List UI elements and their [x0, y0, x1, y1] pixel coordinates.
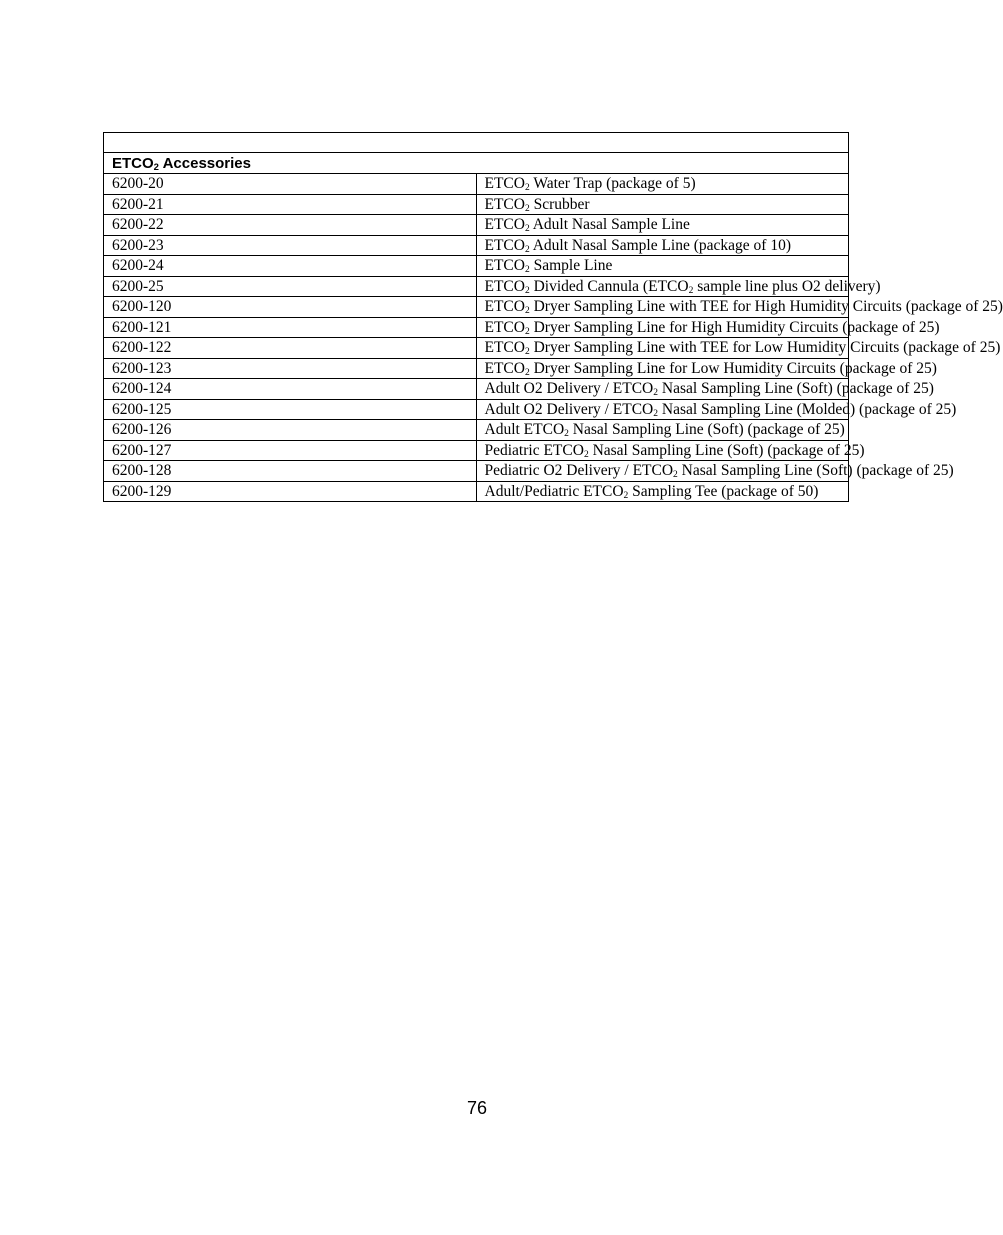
table-row	[104, 420, 849, 441]
part-number-cell: 6200-123	[104, 358, 477, 379]
description-cell	[476, 379, 934, 400]
description-text: ETCO	[484, 318, 525, 336]
description-text: Nasal Sampling Line (Soft) (package of 25)	[677, 462, 954, 480]
table-row	[104, 358, 849, 379]
description-text: Adult Nasal Sample Line	[529, 216, 690, 234]
description-cell	[476, 194, 849, 215]
part-number-cell: 6200-21	[104, 194, 477, 215]
description-text: ETCO	[484, 277, 525, 295]
subscript-text: 2	[583, 449, 589, 460]
accessories-table-body	[104, 133, 1003, 502]
description-text: Dryer Sampling Line with TEE for High Humidity Circuits (package of 25)	[529, 298, 1003, 316]
description-text: Sampling Tee (package of 50)	[628, 482, 819, 500]
accessories-table	[103, 132, 1003, 502]
description-cell	[476, 235, 849, 256]
part-number-cell: 6200-126	[104, 420, 477, 441]
part-number-cell: 6200-23	[104, 235, 477, 256]
table-row	[104, 399, 849, 420]
section-title-subscript: 2	[153, 161, 159, 173]
description-text: Dryer Sampling Line for Low Humidity Circuits (package of 25)	[529, 359, 937, 377]
part-number-cell: 6200-127	[104, 440, 477, 461]
description-text: ETCO	[484, 216, 525, 234]
description-cell	[476, 338, 1001, 359]
description-cell	[476, 256, 849, 277]
description-text: Divided Cannula (ETCO	[529, 277, 689, 295]
description-text: Dryer Sampling Line with TEE for Low Humidity Circuits (package of 25)	[529, 339, 1001, 357]
part-number-cell: 6200-24	[104, 256, 477, 277]
part-number-cell: 6200-120	[104, 297, 477, 318]
description-text: Dryer Sampling Line for High Humidity Circuits (package of 25)	[529, 318, 940, 336]
description-text: Pediatric ETCO	[484, 441, 584, 459]
subscript-text: 2	[564, 429, 569, 440]
description-cell	[476, 317, 940, 338]
table-row	[104, 440, 849, 461]
description-text: Adult O2 Delivery / ETCO	[484, 380, 654, 398]
description-cell	[476, 420, 849, 441]
description-text: Adult ETCO	[484, 421, 565, 439]
description-cell	[476, 174, 849, 195]
part-number-cell: 6200-124	[104, 379, 477, 400]
subscript-text: 2	[524, 224, 530, 235]
description-text: Pediatric O2 Delivery / ETCO	[484, 462, 674, 480]
table-row	[104, 461, 849, 482]
description-cell	[476, 440, 865, 461]
part-number-cell: 6200-129	[104, 481, 477, 502]
part-number-cell: 6200-128	[104, 461, 477, 482]
description-text: Scrubber	[529, 195, 590, 213]
section-title-main: ETCO	[112, 154, 154, 172]
table-row	[104, 215, 849, 236]
part-number-cell: 6200-22	[104, 215, 477, 236]
description-text: Nasal Sampling Line (Molded) (package of 25)	[658, 400, 957, 418]
subscript-text: 2	[524, 306, 530, 317]
description-text: Nasal Sampling Line (Soft) (package of 25)	[658, 380, 934, 398]
description-text: ETCO	[484, 298, 525, 316]
description-cell	[476, 276, 881, 297]
subscript-text: 2	[688, 285, 694, 296]
section-header-row	[104, 153, 849, 174]
subscript-text: 2	[524, 367, 530, 378]
description-text: Adult O2 Delivery / ETCO	[484, 400, 654, 418]
description-text: Water Trap (package of 5)	[529, 175, 696, 193]
subscript-text: 2	[673, 470, 678, 481]
subscript-text: 2	[524, 285, 530, 296]
subscript-text: 2	[524, 244, 530, 255]
subscript-text: 2	[524, 203, 530, 214]
part-number-cell: 6200-125	[104, 399, 477, 420]
subscript-text: 2	[524, 347, 530, 358]
subscript-text: 2	[524, 326, 530, 337]
subscript-text: 2	[623, 490, 629, 501]
part-number-cell: 6200-20	[104, 174, 477, 195]
description-text: ETCO	[484, 339, 525, 357]
description-text: ETCO	[484, 359, 525, 377]
description-cell	[476, 461, 954, 482]
part-number-cell: 6200-121	[104, 317, 477, 338]
subscript-text: 2	[524, 183, 530, 194]
part-number-cell: 6200-122	[104, 338, 477, 359]
table-row	[104, 276, 849, 297]
subscript-text: 2	[524, 265, 530, 276]
table-row	[104, 297, 849, 318]
table-row	[104, 174, 849, 195]
table-row	[104, 379, 849, 400]
description-text: ETCO	[484, 195, 525, 213]
description-text: ETCO	[484, 175, 525, 193]
section-title	[104, 153, 849, 174]
table-row	[104, 481, 849, 502]
description-text: ETCO	[484, 257, 525, 275]
page-number: 76	[466, 1098, 488, 1118]
description-cell	[476, 481, 849, 502]
description-text: Adult/Pediatric ETCO	[484, 482, 624, 500]
part-number-cell: 6200-25	[104, 276, 477, 297]
subscript-text: 2	[653, 408, 659, 419]
description-cell	[476, 358, 937, 379]
description-text: Sample Line	[529, 257, 613, 275]
blank-cell	[104, 133, 849, 153]
description-text: Nasal Sampling Line (Soft) (package of 25)	[588, 441, 865, 459]
table-row	[104, 317, 849, 338]
table-blank-row	[104, 133, 849, 153]
table-row	[104, 235, 849, 256]
description-text: ETCO	[484, 236, 525, 254]
table-row	[104, 338, 849, 359]
description-cell	[476, 399, 957, 420]
description-text: sample line plus O2 delivery)	[693, 277, 881, 295]
description-cell	[476, 215, 849, 236]
section-title-rest: Accessories	[158, 154, 251, 172]
table-row	[104, 194, 849, 215]
description-text: Nasal Sampling Line (Soft) (package of 25)	[568, 421, 845, 439]
description-cell	[476, 297, 1003, 318]
subscript-text: 2	[653, 388, 659, 399]
table-row	[104, 256, 849, 277]
description-text: Adult Nasal Sample Line (package of 10)	[529, 236, 791, 254]
